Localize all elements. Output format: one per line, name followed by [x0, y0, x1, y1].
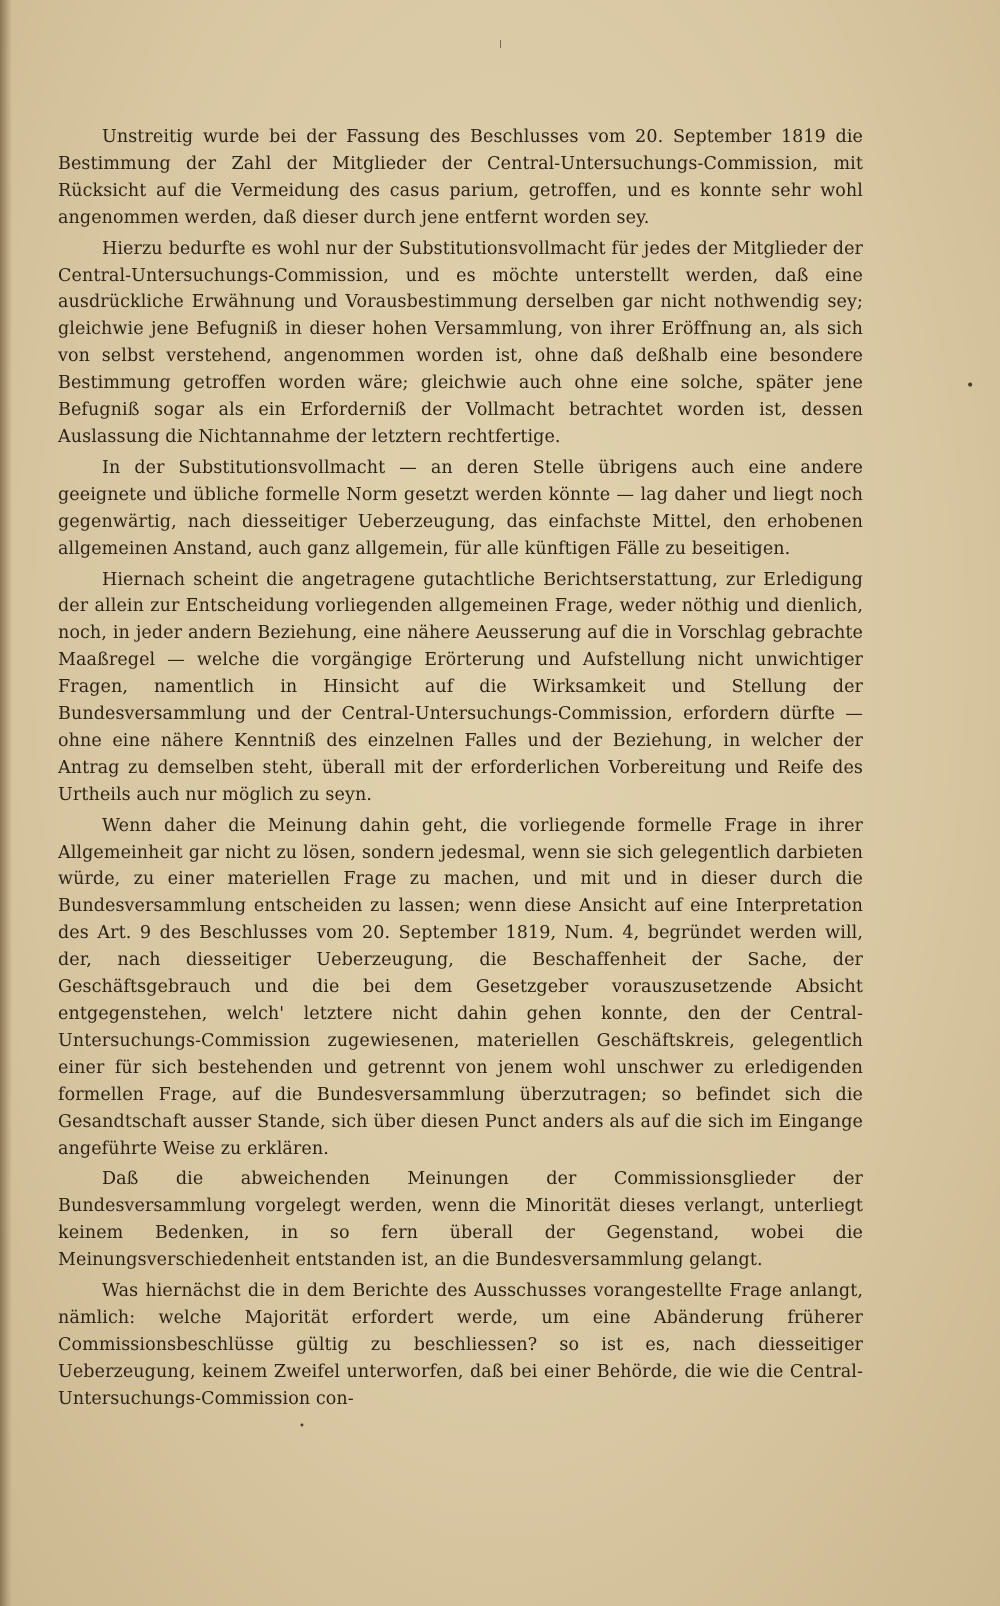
body-text [58, 124, 863, 1417]
margin-dot-icon: • [966, 378, 975, 394]
paragraph-3: In der Substitutionsvollmacht — an deren Stelle übrigens auch eine andere geeignete und übliche formelle Norm gesetzt werden könnte — lag daher und liegt noch gegenwärtig, nach diesseitiger Ueberzeugung, das einfachste Mittel, den erhobenen allgemeinen Anstand, auch ganz allgemein, für alle künftigen Fälle zu beseitigen. [58, 457, 863, 559]
top-tick-mark [500, 40, 501, 48]
bottom-dot-mark: • [299, 1421, 305, 1432]
paragraph-2: Hierzu bedurfte es wohl nur der Substitutionsvollmacht für jedes der Mitglieder der Central-Untersuchungs-Commission, und es möchte unterstellt werden, daß eine ausdrückliche Erwähnung und Vorausbestimmung derselben gar nicht nothwendig sey; gleichwie jene Befugniß in dieser hohen Versammlung, von ihrer Eröffnung an, als sich von selbst verstehend, angenommen worden ist, ohne daß deßhalb eine besondere Bestimmung getroffen worden wäre; gleichwie auch ohne eine solche, später jene Befugniß sogar als ein Erforderniß der Vollmacht betrachtet worden ist, dessen Auslassung die Nichtannahme der letztern rechtfertige. [58, 238, 863, 447]
paragraph-6: Daß die abweichenden Meinungen der Commissionsglieder der Bundesversammlung vorgelegt werden, wenn die Minorität dieses verlangt, unterliegt keinem Bedenken, in so fern überall der Gegenstand, wobei die Meinungsverschiedenheit entstanden ist, an die Bundesversammlung gelangt. [58, 1169, 863, 1271]
page-binding-edge [0, 0, 12, 1606]
paragraph-7: Was hiernächst die in dem Berichte des Ausschusses vorangestellte Frage anlangt, nämlich: welche Majorität erfordert werde, um eine Abänderung früherer Commissionsbeschlüsse gültig zu beschliessen? so ist es, nach diesseitiger Ueberzeugung, keinem Zweifel unterworfen, daß bei einer Behörde, die wie die Central-Untersuchungs-Commission con- [58, 1281, 863, 1409]
paragraph-4: Hiernach scheint die angetragene gutachtliche Berichtserstattung, zur Erledigung der allein zur Entscheidung vorliegenden allgemeinen Frage, weder nöthig und dienlich, noch, in jeder andern Beziehung, eine nähere Aeusserung auf die in Vorschlag gebrachte Maaßregel — welche die vorgängige Erörterung und Aufstellung nicht unwichtiger Fragen, namentlich in Hinsicht auf die Wirksamkeit und Stellung der Bundesversammlung und der Central-Untersuchungs-Commission, erfordern dürfte — ohne eine nähere Kenntniß des einzelnen Falles und der Beziehung, in welcher der Antrag zu demselben steht, überall mit der erforderlichen Vorbereitung und Reife des Urtheils auch nur möglich zu seyn. [58, 569, 863, 805]
paragraph-5: Wenn daher die Meinung dahin geht, die vorliegende formelle Frage in ihrer Allgemeinheit gar nicht zu lösen, sondern jedesmal, wenn sie sich gelegentlich darbieten würde, zu einer materiellen Frage zu machen, und mit und in dieser durch die Bundesversammlung entscheiden zu lassen; wenn diese Ansicht auf eine Interpretation des Art. 9 des Beschlusses vom 20. September 1819, Num. 4, begründet werden will, der, nach diesseitiger Ueberzeugung, die Beschaffenheit der Sache, der Geschäftsgebrauch und die bei dem Gesetzgeber vorauszusetzende Absicht entgegenstehen, welch' letztere nicht dahin gehen konnte, den der Central-Untersuchungs-Commission zugewiesenen, materiellen Geschäftskreis, gelegentlich einer für sich bestehenden und getrennt von jenem wohl unschwer zu erledigenden formellen Frage, auf die Bundesversammlung überzutragen; so befindet sich die Gesandtschaft ausser Stande, sich über diesen Punct anders als auf die sich im Eingange angeführte Weise zu erklären. [58, 815, 863, 1159]
paragraph-1: Unstreitig wurde bei der Fassung des Beschlusses vom 20. September 1819 die Bestimmung der Zahl der Mitglieder der Central-Untersuchungs-Commission, mit Rücksicht auf die Vermeidung des casus parium, getroffen, und es konnte sehr wohl angenommen werden, daß dieser durch jene entfernt worden sey. [58, 127, 863, 228]
